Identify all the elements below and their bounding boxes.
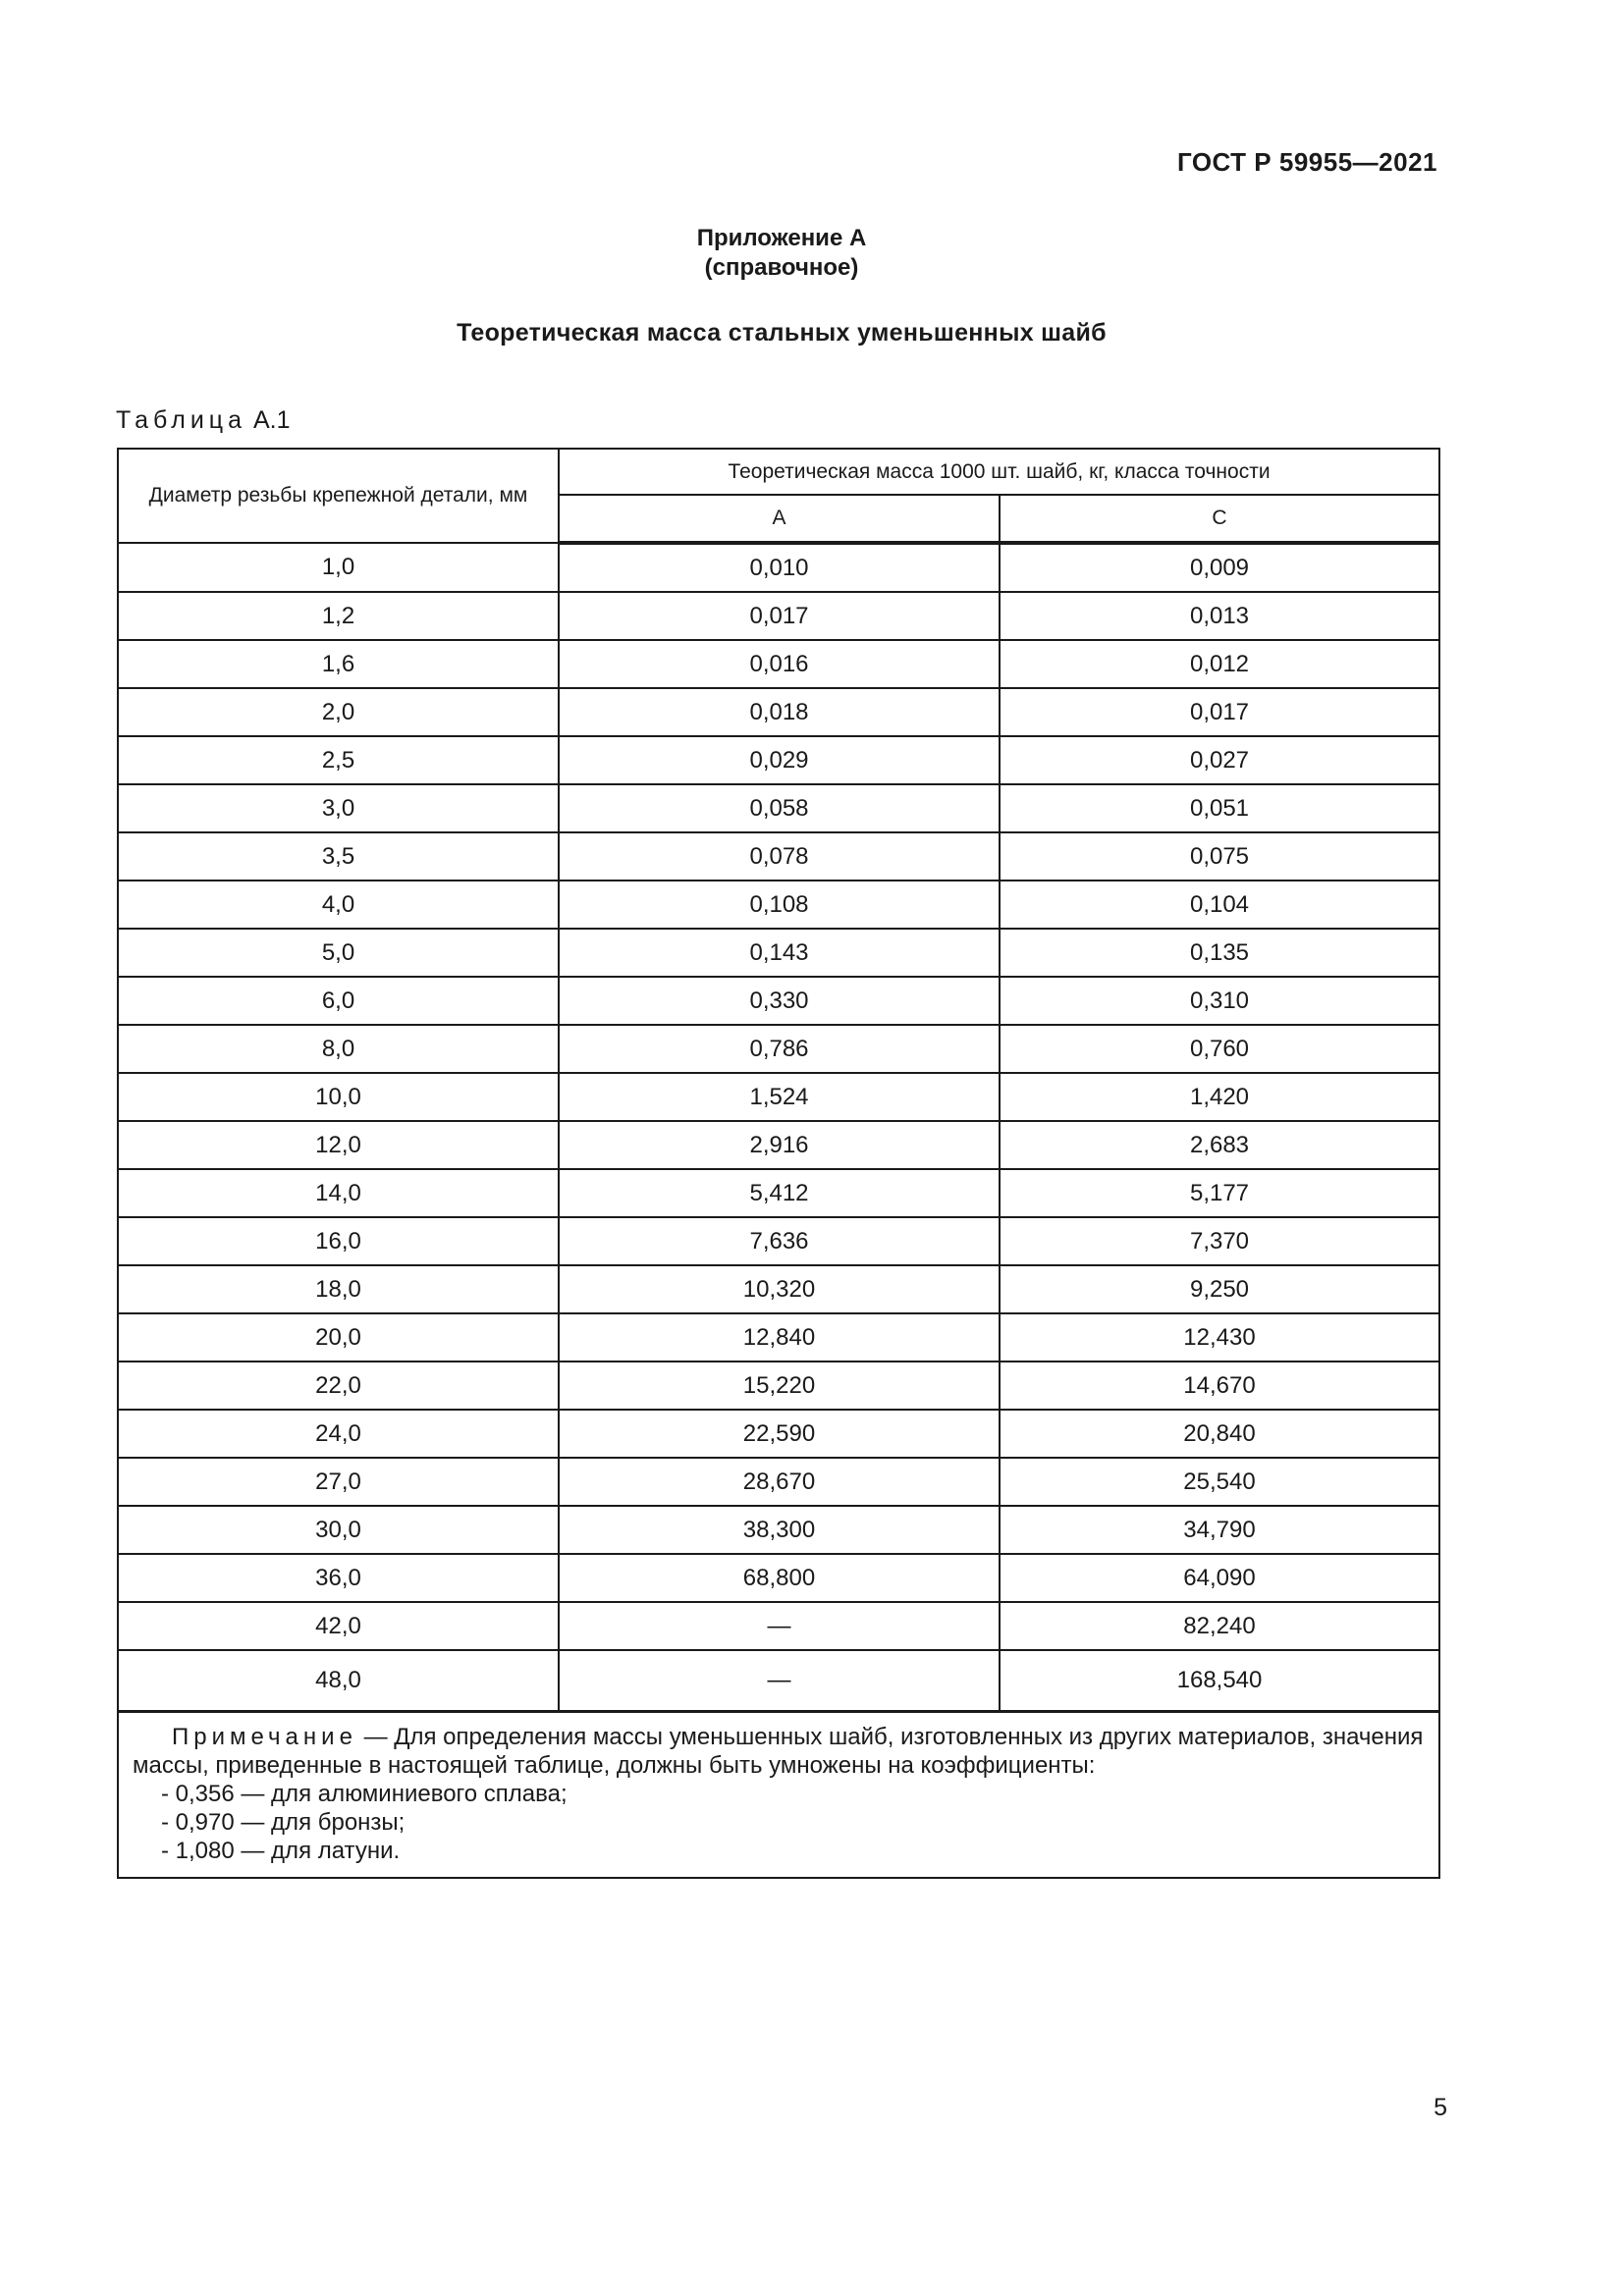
cell-mass-a: 5,412: [559, 1169, 1000, 1217]
cell-mass-c: 0,017: [1000, 688, 1439, 736]
page-heading: Теоретическая масса стальных уменьшенных шайб: [457, 319, 1107, 347]
cell-mass-a: 0,017: [559, 592, 1000, 640]
cell-diameter: 4,0: [118, 881, 559, 929]
cell-mass-c: 0,013: [1000, 592, 1439, 640]
cell-mass-a: 38,300: [559, 1506, 1000, 1554]
note-text: [133, 1723, 1425, 1780]
table-row: [118, 1121, 1439, 1169]
cell-diameter: 8,0: [118, 1025, 559, 1073]
header-diameter: Диаметр резьбы крепежной детали, мм: [118, 449, 559, 543]
table-row: [118, 1506, 1439, 1554]
cell-diameter: 42,0: [118, 1602, 559, 1650]
table-row: [118, 1362, 1439, 1410]
table-row: [118, 784, 1439, 832]
mass-table: [117, 448, 1440, 1879]
cell-diameter: 5,0: [118, 929, 559, 977]
cell-mass-c: 2,683: [1000, 1121, 1439, 1169]
table-row: [118, 977, 1439, 1025]
cell-mass-a: 0,108: [559, 881, 1000, 929]
cell-mass-a: 0,029: [559, 736, 1000, 784]
table-footer: [118, 1712, 1439, 1879]
table-caption-number: А.1: [252, 406, 291, 434]
cell-mass-a: 0,786: [559, 1025, 1000, 1073]
cell-mass-a: 10,320: [559, 1265, 1000, 1313]
cell-mass-c: 0,051: [1000, 784, 1439, 832]
table-row: [118, 1554, 1439, 1602]
table-row: [118, 1458, 1439, 1506]
note-row: [118, 1712, 1439, 1879]
cell-mass-c: 12,430: [1000, 1313, 1439, 1362]
cell-mass-a: —: [559, 1650, 1000, 1712]
cell-mass-c: 14,670: [1000, 1362, 1439, 1410]
coefficient-list: [133, 1780, 1425, 1865]
cell-diameter: 27,0: [118, 1458, 559, 1506]
table-caption-word: Таблица: [116, 406, 247, 434]
cell-mass-c: 0,760: [1000, 1025, 1439, 1073]
page-number: 5: [1434, 2094, 1447, 2121]
cell-mass-c: 1,420: [1000, 1073, 1439, 1121]
table-row: [118, 881, 1439, 929]
cell-mass-a: 0,143: [559, 929, 1000, 977]
cell-mass-c: 25,540: [1000, 1458, 1439, 1506]
cell-mass-a: 15,220: [559, 1362, 1000, 1410]
table-caption: [116, 406, 291, 435]
table-row: [118, 1650, 1439, 1712]
cell-mass-a: 0,018: [559, 688, 1000, 736]
table-row: [118, 1025, 1439, 1073]
note-body: — Для определения массы уменьшенных шайб, изготовленных из других материалов, значения массы, приведенные в настоящей таблице, должны быть умножены на коэффициенты:: [133, 1724, 1424, 1779]
cell-mass-c: 0,027: [1000, 736, 1439, 784]
cell-mass-c: 0,075: [1000, 832, 1439, 881]
cell-diameter: 2,0: [118, 688, 559, 736]
note-cell: [118, 1712, 1439, 1879]
cell-mass-a: 28,670: [559, 1458, 1000, 1506]
header-mass: Теоретическая масса 1000 шт. шайб, кг, класса точности: [559, 449, 1439, 495]
cell-mass-a: 1,524: [559, 1073, 1000, 1121]
cell-mass-a: 12,840: [559, 1313, 1000, 1362]
cell-mass-a: —: [559, 1602, 1000, 1650]
document-code: ГОСТ Р 59955—2021: [1176, 147, 1437, 177]
cell-mass-a: 7,636: [559, 1217, 1000, 1265]
table-row: [118, 1602, 1439, 1650]
cell-mass-c: 0,135: [1000, 929, 1439, 977]
cell-mass-a: 22,590: [559, 1410, 1000, 1458]
table-row: [118, 1410, 1439, 1458]
table-row: [118, 1265, 1439, 1313]
cell-mass-c: 20,840: [1000, 1410, 1439, 1458]
cell-mass-a: 68,800: [559, 1554, 1000, 1602]
table-row: [118, 832, 1439, 881]
table-row: [118, 736, 1439, 784]
table-header: [118, 449, 1439, 543]
coefficient-item: - 0,356 — для алюминиевого сплава;: [161, 1781, 568, 1807]
cell-mass-c: 64,090: [1000, 1554, 1439, 1602]
table-row: [118, 543, 1439, 592]
cell-mass-a: 2,916: [559, 1121, 1000, 1169]
appendix-header: [0, 224, 1563, 283]
coefficient-item: - 1,080 — для латуни.: [161, 1838, 401, 1864]
appendix-subtitle: (справочное): [704, 254, 859, 281]
cell-mass-a: 0,010: [559, 543, 1000, 592]
cell-diameter: 1,0: [118, 543, 559, 592]
cell-diameter: 1,6: [118, 640, 559, 688]
table-row: [118, 929, 1439, 977]
appendix-title: Приложение А: [696, 225, 867, 251]
cell-diameter: 36,0: [118, 1554, 559, 1602]
table-body: [118, 543, 1439, 1712]
cell-mass-c: 5,177: [1000, 1169, 1439, 1217]
header-class-c: С: [1000, 495, 1439, 543]
header-class-a: А: [559, 495, 1000, 543]
cell-diameter: 10,0: [118, 1073, 559, 1121]
cell-mass-c: 0,310: [1000, 977, 1439, 1025]
table-row: [118, 1073, 1439, 1121]
cell-mass-c: 0,012: [1000, 640, 1439, 688]
table-row: [118, 1169, 1439, 1217]
table-row: [118, 1217, 1439, 1265]
table-row: [118, 1313, 1439, 1362]
cell-diameter: 24,0: [118, 1410, 559, 1458]
cell-mass-a: 0,078: [559, 832, 1000, 881]
cell-mass-c: 168,540: [1000, 1650, 1439, 1712]
cell-diameter: 3,5: [118, 832, 559, 881]
cell-mass-c: 0,104: [1000, 881, 1439, 929]
table-row: [118, 640, 1439, 688]
cell-diameter: 14,0: [118, 1169, 559, 1217]
cell-mass-a: 0,016: [559, 640, 1000, 688]
cell-mass-a: 0,058: [559, 784, 1000, 832]
cell-diameter: 12,0: [118, 1121, 559, 1169]
cell-mass-c: 0,009: [1000, 543, 1439, 592]
coefficient-item: - 0,970 — для бронзы;: [161, 1809, 406, 1836]
cell-mass-c: 82,240: [1000, 1602, 1439, 1650]
table-row: [118, 592, 1439, 640]
cell-diameter: 30,0: [118, 1506, 559, 1554]
cell-diameter: 48,0: [118, 1650, 559, 1712]
cell-diameter: 2,5: [118, 736, 559, 784]
note-label: Примечание: [172, 1724, 357, 1750]
cell-diameter: 16,0: [118, 1217, 559, 1265]
cell-diameter: 22,0: [118, 1362, 559, 1410]
cell-diameter: 1,2: [118, 592, 559, 640]
table-row: [118, 688, 1439, 736]
cell-diameter: 18,0: [118, 1265, 559, 1313]
cell-diameter: 20,0: [118, 1313, 559, 1362]
cell-mass-c: 7,370: [1000, 1217, 1439, 1265]
cell-mass-c: 9,250: [1000, 1265, 1439, 1313]
cell-diameter: 6,0: [118, 977, 559, 1025]
cell-mass-a: 0,330: [559, 977, 1000, 1025]
cell-diameter: 3,0: [118, 784, 559, 832]
cell-mass-c: 34,790: [1000, 1506, 1439, 1554]
header-row: [118, 449, 1439, 495]
